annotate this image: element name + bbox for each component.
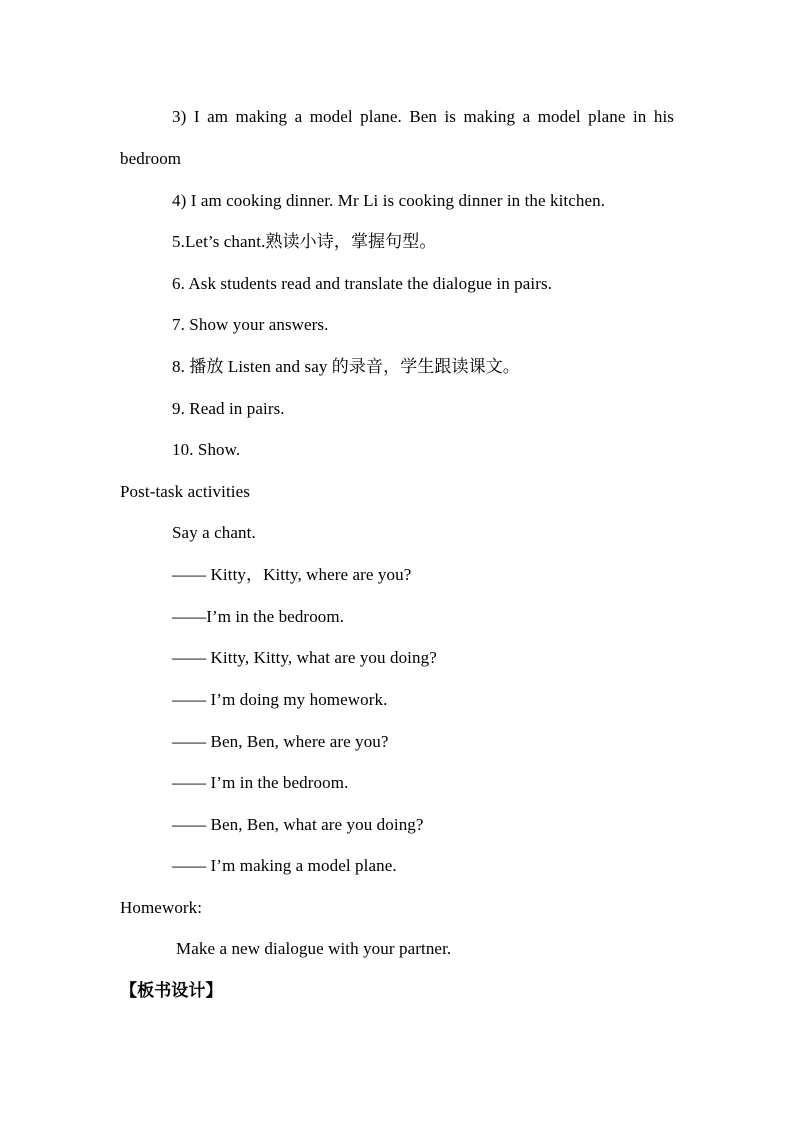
chant-line-3: —— Kitty, Kitty, what are you doing? <box>172 648 437 667</box>
section-heading-homework: Homework: <box>120 898 203 917</box>
step-4: 4) I am cooking dinner. Mr Li is cooking dinner in the kitchen. <box>172 191 606 210</box>
chant-line-2: ——I’m in the bedroom. <box>172 607 345 626</box>
chant-line-4: —— I’m doing my homework. <box>172 690 388 709</box>
step-7: 7. Show your answers. <box>172 315 329 334</box>
step-6: 6. Ask students read and translate the dialogue in pairs. <box>172 274 553 293</box>
chant-line-5: —— Ben, Ben, where are you? <box>172 732 389 751</box>
chant-line-1: —— Kitty，Kitty, where are you? <box>172 565 412 584</box>
homework-task: Make a new dialogue with your partner. <box>176 939 452 958</box>
step-8: 8. 播放 Listen and say 的录音，学生跟读课文。 <box>172 357 520 376</box>
board-design-heading: 【板书设计】 <box>120 981 223 1000</box>
chant-line-8: —— I’m making a model plane. <box>172 856 397 875</box>
chant-line-7: —— Ben, Ben, what are you doing? <box>172 815 424 834</box>
section-heading-post-task: Post-task activities <box>120 482 250 501</box>
chant-intro: Say a chant. <box>172 523 256 542</box>
step-10: 10. Show. <box>172 440 241 459</box>
step-9: 9. Read in pairs. <box>172 399 285 418</box>
chant-line-6: —— I’m in the bedroom. <box>172 773 349 792</box>
step-3-line-1: 3) I am making a model plane. Ben is making a model plane in his <box>172 107 674 126</box>
step-5: 5.Let’s chant.熟读小诗，掌握句型。 <box>172 232 437 251</box>
step-3-line-2: bedroom <box>120 149 182 168</box>
